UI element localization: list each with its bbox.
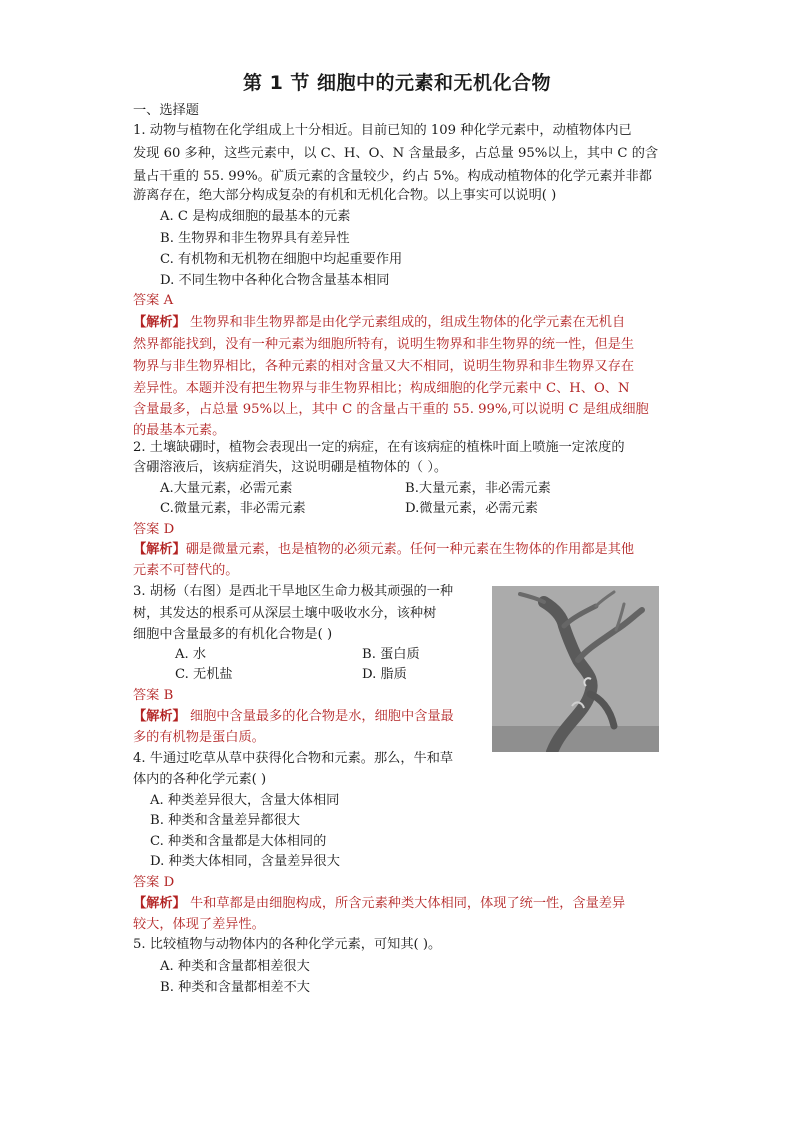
q2-line-2: 含硼溶液后，该病症消失，这说明硼是植物体的（ ）。	[133, 460, 448, 475]
q4-option-a[interactable]: A. 种类差异很大，含量大体相同	[150, 793, 340, 808]
q4-option-b[interactable]: B. 种类和含量差异都很大	[150, 813, 300, 828]
q1-analysis-line-4: 差异性。本题并没有把生物界与非生物界相比；构成细胞的化学元素中 C、H、O、N	[133, 381, 630, 396]
q1-option-b[interactable]: B. 生物界和非生物界具有差异性	[160, 231, 350, 246]
q2-analysis-text-1: 硼是微量元素，也是植物的必须元素。任何一种元素在生物体的作用都是其他	[185, 542, 635, 557]
q4-analysis-tag: 【解析】	[133, 896, 186, 911]
q3-line-1: 3. 胡杨（右图）是西北干旱地区生命力极其顽强的一种	[133, 584, 454, 599]
q1-option-c[interactable]: C. 有机物和无机物在细胞中均起重要作用	[160, 252, 403, 267]
q3-analysis-text-1: 细胞中含量最多的化合物是水，细胞中含量最	[185, 709, 454, 724]
q2-answer: 答案 D	[133, 522, 175, 537]
q1-line-3: 量占干重的 55. 99%。矿质元素的含量较少，约占 5%。构成动植物体的化学元素并非都	[133, 169, 652, 184]
q3-option-d[interactable]: D. 脂质	[362, 667, 407, 682]
q1-option-a[interactable]: A. C 是构成细胞的最基本的元素	[160, 209, 351, 224]
q1-answer: 答案 A	[133, 293, 174, 308]
q3-option-c[interactable]: C. 无机盐	[175, 667, 233, 682]
q1-line-1: 1. 动物与植物在化学组成上十分相近。目前已知的 109 种化学元素中，动植物体内已	[133, 123, 632, 138]
q1-analysis-tag: 【解析】	[133, 315, 186, 330]
q2-analysis-tag: 【解析】	[133, 542, 186, 557]
q4-line-1: 4. 牛通过吃草从草中获得化合物和元素。那么，牛和草	[133, 751, 454, 766]
tree-photo-icon	[492, 586, 659, 752]
q2-option-d[interactable]: D.微量元素，必需元素	[405, 501, 538, 516]
q1-analysis-line-6: 的最基本元素。	[133, 423, 226, 438]
page-title: 第 1 节 细胞中的元素和无机化合物	[242, 72, 552, 94]
q4-option-c[interactable]: C. 种类和含量都是大体相同的	[150, 834, 327, 849]
q5-option-a[interactable]: A. 种类和含量都相差很大	[160, 959, 310, 974]
q1-option-d[interactable]: D. 不同生物中各种化合物含量基本相同	[160, 273, 390, 288]
q2-option-b[interactable]: B.大量元素，非必需元素	[405, 481, 551, 496]
q2-analysis-line-1	[133, 539, 634, 560]
q3-answer: 答案 B	[133, 688, 174, 703]
q3-option-b[interactable]: B. 蛋白质	[362, 647, 420, 662]
q2-analysis-line-2: 元素不可替代的。	[133, 563, 239, 578]
section-heading: 一、选择题	[133, 103, 199, 118]
q3-line-3: 细胞中含量最多的有机化合物是( )	[133, 627, 333, 642]
tree-photo	[492, 586, 659, 752]
q1-analysis-line-5: 含量最多，占总量 95%以上，其中 C 的含量占干重的 55. 99%,可以说明 C 是组成细胞	[133, 402, 649, 417]
q4-line-2: 体内的各种化学元素( )	[133, 772, 267, 787]
q1-analysis-text-1: 生物界和非生物界都是由化学元素组成的，组成生物体的化学元素在无机自	[185, 315, 626, 330]
q2-line-1: 2. 土壤缺硼时，植物会表现出一定的病症，在有该病症的植株叶面上喷施一定浓度的	[133, 440, 625, 455]
q1-line-4: 游离存在，绝大部分构成复杂的有机和无机化合物。以上事实可以说明( )	[133, 188, 557, 203]
q3-analysis-tag: 【解析】	[133, 709, 186, 724]
q5-line-1: 5. 比较植物与动物体内的各种化学元素，可知其( )。	[133, 937, 442, 952]
q2-option-c[interactable]: C.微量元素，非必需元素	[160, 501, 306, 516]
q5-option-b[interactable]: B. 种类和含量都相差不大	[160, 980, 310, 995]
q3-option-a[interactable]: A. 水	[175, 647, 207, 662]
q4-answer: 答案 D	[133, 875, 175, 890]
q4-analysis-line-2: 较大，体现了差异性。	[133, 917, 265, 932]
q1-analysis-line-1	[133, 312, 625, 333]
q4-analysis-line-1	[133, 893, 625, 914]
q3-analysis-line-1	[133, 706, 454, 727]
q3-analysis-line-2: 多的有机物是蛋白质。	[133, 730, 265, 745]
q1-analysis-line-2: 然界都能找到，没有一种元素为细胞所特有，说明生物界和非生物界的统一性，但是生	[133, 337, 635, 352]
q1-analysis-line-3: 物界与非生物界相比，各种元素的相对含量又大不相同，说明生物界和非生物界又存在	[133, 359, 635, 374]
q2-option-a[interactable]: A.大量元素，必需元素	[160, 481, 293, 496]
q4-analysis-text-1: 牛和草都是由细胞构成，所含元素种类大体相同，体现了统一性，含量差异	[185, 896, 626, 911]
q3-line-2: 树，其发达的根系可从深层土壤中吸收水分，该种树	[133, 606, 437, 621]
q1-line-2: 发现 60 多种，这些元素中，以 C、H、O、N 含量最多，占总量 95%以上，其中 C 的含	[133, 146, 659, 161]
q4-option-d[interactable]: D. 种类大体相同，含量差异很大	[150, 854, 340, 869]
